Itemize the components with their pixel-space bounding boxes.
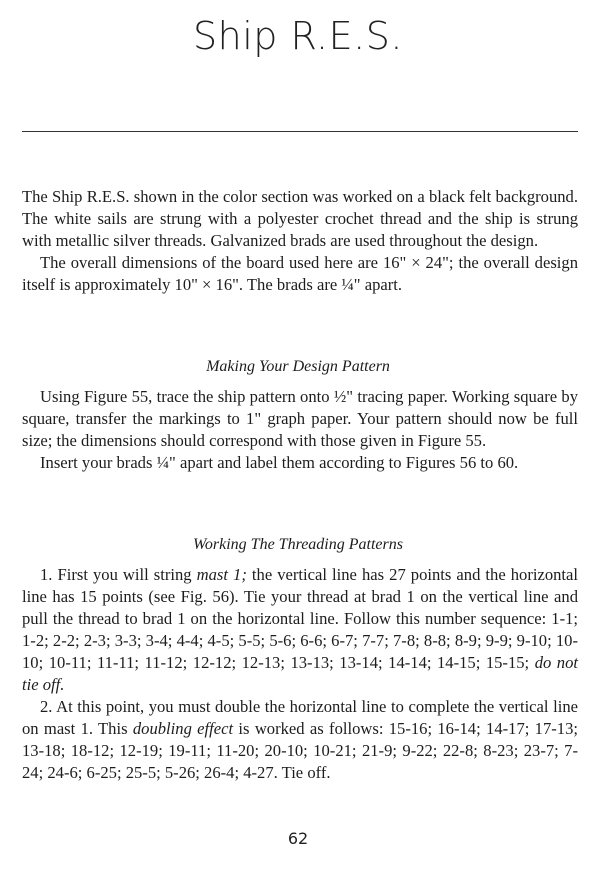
- design-pattern-section: [22, 386, 578, 474]
- section-heading-design-pattern: Making Your Design Pattern: [206, 358, 390, 375]
- step-1-emphasis-mast: mast 1;: [196, 565, 247, 584]
- design-pattern-paragraph-2: Insert your brads ¼" apart and label them according to Figures 56 to 60.: [40, 453, 519, 472]
- step-1-text-a: 1. First you will string: [40, 565, 197, 584]
- threading-step-1: [22, 564, 578, 696]
- threading-step-2: [22, 696, 578, 784]
- page-title: Ship R.E.S.: [193, 14, 403, 58]
- intro-paragraph-1: The Ship R.E.S. shown in the color section was worked on a black felt background. The white sails are strung with a polyester crochet thread and the ship is strung with metallic silver threads. Galvanized brads are used throughout the design.: [22, 187, 578, 250]
- intro-section: [22, 186, 578, 296]
- step-2-text-a: 2. At this point, you must double the horizontal line to complete the vertical line on mast 1. This: [22, 697, 578, 738]
- threading-section: [22, 564, 578, 784]
- design-pattern-paragraph-1: Using Figure 55, trace the ship pattern onto ½" tracing paper. Working square by square, transfer the markings to 1" graph paper. Your pattern should now be full size; the dimensions should correspond with those given in Figure 55.: [22, 387, 578, 450]
- title-divider: [22, 131, 578, 132]
- step-2-text-b: is worked as follows: 15-16; 16-14; 14-17; 17-13; 13-18; 18-12; 12-19; 19-11; 11-20; 20-10; 10-21; 21-9; 9-22; 22-8; 8-23; 23-7; 7-24; 24-6; 6-25; 25-5; 5-26; 26-4; 4-27. Tie off.: [22, 719, 578, 782]
- intro-paragraph-2: The overall dimensions of the board used here are 16" × 24"; the overall design itself is approximately 10" × 16". The brads are ¼" apart.: [22, 253, 578, 294]
- step-2-emphasis: doubling effect: [132, 719, 234, 738]
- section-heading-threading-patterns: Working The Threading Patterns: [193, 536, 403, 553]
- page-number: 62: [287, 829, 309, 848]
- step-1-emphasis-tie: do not tie off.: [22, 653, 579, 694]
- step-1-text-b: the vertical line has 27 points and the horizontal line has 15 points (see Fig. 56). Tie your thread at brad 1 on the vertical line and pull the thread to brad 1 on the horizontal line. Follow this number sequence: 1-1; 1-2; 2-2; 2-3; 3-3; 3-4; 4-4; 4-5; 5-5; 5-6; 6-6; 6-7; 7-7; 7-8; 8-8; 8-9; 9-9; 9-10; 10-10; 10-11; 11-11; 11-12; 12-12; 12-13; 13-13; 13-14; 14-14; 14-15; 15-15;: [22, 565, 579, 672]
